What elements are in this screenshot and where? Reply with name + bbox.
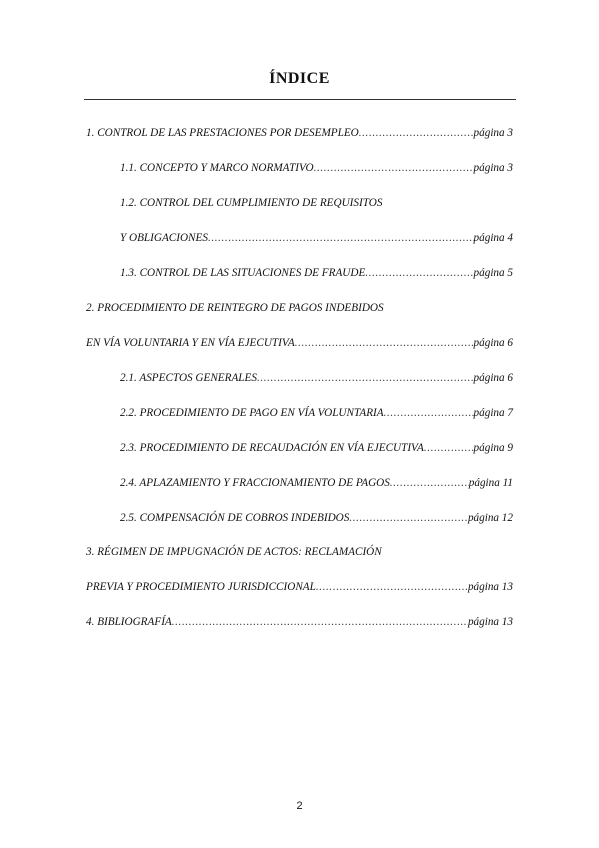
toc-entry (120, 442, 513, 458)
toc-entry-text: 2.4. APLAZAMIENTO Y FRACCIONAMIENTO DE PAGOS (120, 477, 390, 489)
toc-entry (86, 337, 513, 353)
toc-entry-page: página 3 (473, 162, 513, 174)
toc-entry (120, 197, 513, 213)
toc-entry (86, 581, 513, 597)
toc-leader-dots (257, 372, 474, 384)
toc-leader-dots (359, 127, 474, 139)
toc-entry (120, 267, 513, 283)
toc-entry (120, 162, 513, 178)
toc-entry-text: Y OBLIGACIONES (120, 232, 208, 244)
toc-leader-dots (365, 267, 473, 279)
toc-entry-page: página 4 (473, 232, 513, 244)
toc-entry-text: 3. RÉGIMEN DE IMPUGNACIÓN DE ACTOS: RECLAMACIÓN (86, 546, 382, 558)
toc-entry-text: 1.3. CONTROL DE LAS SITUACIONES DE FRAUDE (120, 267, 366, 279)
toc-leader-dots (384, 407, 474, 419)
toc-entry-text: 2.3. PROCEDIMIENTO DE RECAUDACIÓN EN VÍA EJECUTIVA (120, 442, 424, 454)
page-title: ÍNDICE (269, 70, 330, 87)
toc-entry-page: página 13 (467, 581, 513, 593)
toc-leader-dots (208, 232, 474, 244)
toc-leader-dots (314, 162, 474, 174)
toc-entry-page: página 12 (467, 512, 513, 524)
toc-leader-dots (295, 337, 474, 349)
toc-entry-text: 2.1. ASPECTOS GENERALES (120, 372, 257, 384)
toc-entry (120, 512, 513, 528)
toc-entry-page: página 3 (473, 127, 513, 139)
toc-entry (120, 232, 513, 248)
page-number: 2 (296, 800, 303, 812)
toc-entry-text: 2.5. COMPENSACIÓN DE COBROS INDEBIDOS (120, 512, 350, 524)
toc-entry-text: 1. CONTROL DE LAS PRESTACIONES POR DESEMPLEO (86, 127, 359, 139)
toc-entry-page: página 6 (473, 337, 513, 349)
toc-entry (86, 127, 513, 143)
toc-leader-dots (316, 581, 468, 593)
toc-entry (86, 302, 513, 318)
toc-entry-page: página 11 (468, 477, 513, 489)
toc-entry-text: 2.2. PROCEDIMIENTO DE PAGO EN VÍA VOLUNTARIA (120, 407, 384, 419)
toc-entry-text: 1.2. CONTROL DEL CUMPLIMIENTO DE REQUISITOS (120, 197, 383, 209)
toc-entry-text: 1.1. CONCEPTO Y MARCO NORMATIVO (120, 162, 314, 174)
toc-entry-text: PREVIA Y PROCEDIMIENTO JURISDICCIONAL (86, 581, 316, 593)
toc-leader-dots (349, 512, 468, 524)
toc-entry (120, 372, 513, 388)
toc-entry (120, 477, 513, 493)
toc-entry-page: página 7 (473, 407, 513, 419)
toc-entry (86, 546, 513, 562)
toc-entry-page: página 9 (473, 442, 513, 454)
toc-entry-page: página 13 (467, 616, 513, 628)
toc-entry (86, 616, 513, 632)
toc-leader-dots (172, 616, 468, 628)
toc-entry-page: página 6 (473, 372, 513, 384)
toc-entry-text: EN VÍA VOLUNTARIA Y EN VÍA EJECUTIVA (86, 337, 295, 349)
toc-leader-dots (424, 442, 474, 454)
toc-leader-dots (390, 477, 469, 489)
toc-entry-text: 2. PROCEDIMIENTO DE REINTEGRO DE PAGOS INDEBIDOS (86, 302, 384, 314)
toc-entry (120, 407, 513, 423)
toc-entry-page: página 5 (473, 267, 513, 279)
toc-entry-text: 4. BIBLIOGRAFÍA (86, 616, 172, 628)
